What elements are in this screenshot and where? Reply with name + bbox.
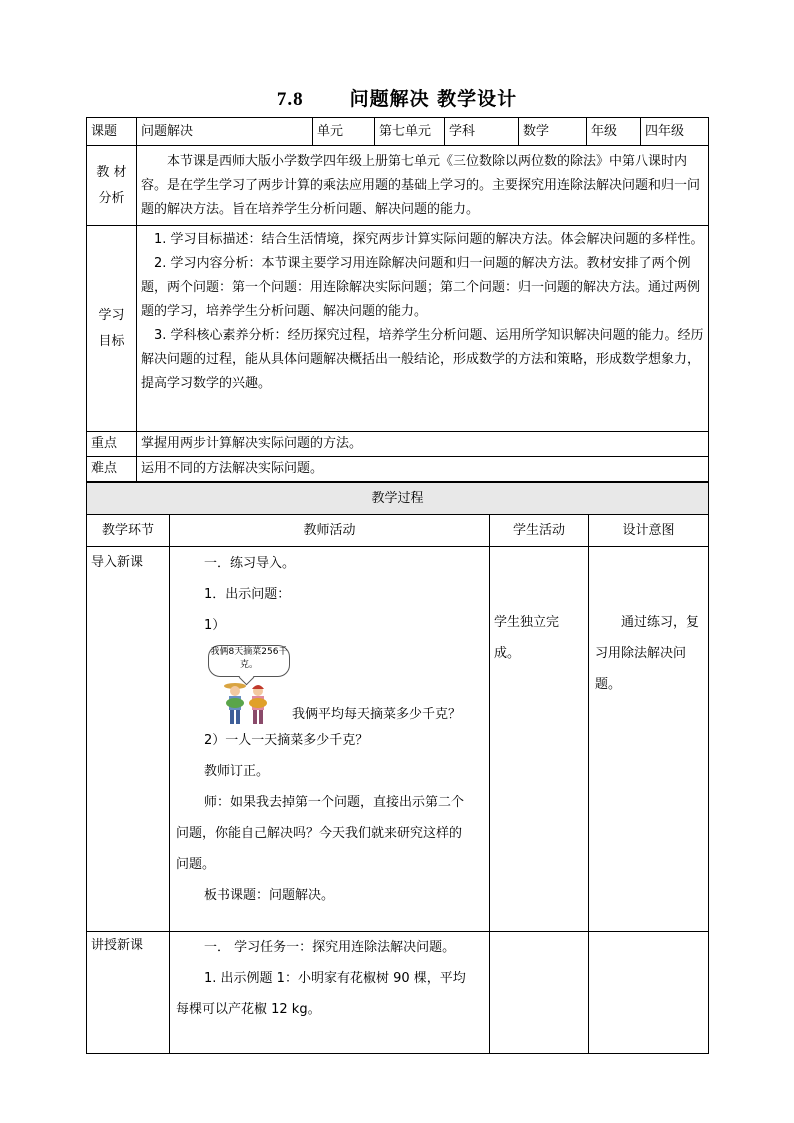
info-table bbox=[86, 117, 709, 482]
intro-line-5a: 师：如果我去掉第一个问题，直接出示第二个 bbox=[204, 795, 465, 810]
label-unit: 单元 bbox=[313, 118, 375, 146]
intent-text: 通过练习，复习用除法解决问题。 bbox=[595, 615, 700, 692]
value-grade: 四年级 bbox=[641, 118, 709, 146]
teacher-activity-teaching bbox=[170, 932, 490, 1054]
analysis-row bbox=[87, 146, 709, 226]
label-course: 课题 bbox=[87, 118, 137, 146]
analysis-text: 本节课是西师大版小学数学四年级上册第七单元《三位数除以两位数的除法》中第八课时内容。是在学生学习了两步计算的乘法应用题的基础上学习的。主要探究用连除法解决问题和归一问题的解决方法。旨在培养学生分析问题、解决问题的能力。 bbox=[141, 154, 701, 217]
goals-cell bbox=[137, 226, 709, 432]
key-point-text: 掌握用两步计算解决实际问题的方法。 bbox=[137, 432, 709, 457]
difficulty-text: 运用不同的方法解决实际问题。 bbox=[137, 457, 709, 482]
process-title: 教学过程 bbox=[87, 483, 709, 515]
key-point-label: 重点 bbox=[87, 432, 137, 457]
intro-line-4: 教师订正。 bbox=[204, 764, 270, 779]
intro-line-2: 1．出示问题： bbox=[204, 587, 291, 602]
label-subject: 学科 bbox=[445, 118, 519, 146]
difficulty-label: 难点 bbox=[87, 457, 137, 482]
goals-row bbox=[87, 226, 709, 432]
value-subject: 数学 bbox=[519, 118, 587, 146]
page-title bbox=[0, 84, 794, 111]
design-intent-teaching bbox=[589, 932, 709, 1054]
design-intent-intro bbox=[589, 547, 709, 932]
title-text: 问题解决 教学设计 bbox=[349, 88, 518, 110]
goal-item-1: 1. 学习目标描述：结合生活情境，探究两步计算实际问题的解决方法。体会解决问题的多样性。 bbox=[154, 232, 704, 247]
intro-line-6: 板书课题：问题解决。 bbox=[204, 888, 335, 903]
process-row-teaching bbox=[87, 932, 709, 1054]
header-student: 学生活动 bbox=[490, 515, 589, 547]
intro-line-5b: 问题，你能自己解决吗？今天我们就来研究这样的 bbox=[176, 826, 463, 841]
question-1: 我俩平均每天摘菜多少千克？ bbox=[292, 707, 462, 722]
student-activity-intro: 学生独立完成。 bbox=[490, 547, 589, 932]
difficulty-row bbox=[87, 457, 709, 482]
teaching-line-2b: 每棵可以产花椒 12 kg。 bbox=[176, 1002, 321, 1017]
header-row bbox=[87, 118, 709, 146]
analysis-cell bbox=[137, 146, 709, 226]
teaching-line-2a: 1. 出示例题 1：小明家有花椒树 90 棵，平均 bbox=[204, 971, 466, 986]
question-2: 2）一人一天摘菜多少千克？ bbox=[204, 733, 369, 748]
intro-line-5c: 问题。 bbox=[176, 857, 216, 872]
goals-label: 学习 目标 bbox=[87, 226, 137, 432]
value-unit: 第七单元 bbox=[375, 118, 445, 146]
header-stage: 教学环节 bbox=[87, 515, 170, 547]
process-header-row bbox=[87, 515, 709, 547]
header-teacher: 教师活动 bbox=[170, 515, 490, 547]
header-intent: 设计意图 bbox=[589, 515, 709, 547]
process-row-intro bbox=[87, 547, 709, 932]
section-number: 7.8 bbox=[276, 89, 304, 110]
process-table bbox=[86, 482, 709, 1054]
analysis-label: 教 材 分析 bbox=[87, 146, 137, 226]
intro-line-1: 一．练习导入。 bbox=[204, 556, 296, 571]
teacher-activity-intro bbox=[170, 547, 490, 932]
student-activity-teaching bbox=[490, 932, 589, 1054]
process-title-row bbox=[87, 483, 709, 515]
goal-item-3: 3. 学科核心素养分析：经历探究过程，培养学生分析问题、运用所学知识解决问题的能力。经历解决问题的过程，能从具体问题解决概括出一般结论，形成数学的方法和策略，形成数学想象力，提高学习数学的兴趣。 bbox=[141, 328, 704, 391]
key-point-row bbox=[87, 432, 709, 457]
stage-intro: 导入新课 bbox=[87, 547, 170, 932]
teaching-line-1: 一． 学习任务一：探究用连除法解决问题。 bbox=[204, 940, 456, 955]
stage-teaching: 讲授新课 bbox=[87, 932, 170, 1054]
illustration bbox=[174, 641, 485, 725]
label-grade: 年级 bbox=[587, 118, 641, 146]
goal-item-2: 2. 学习内容分析：本节课主要学习用连除解决问题和归一问题的解决方法。教材安排了两个例题，两个问题：第一个问题：用连除解决实际问题；第二个问题：归一问题的解决方法。通过两例题的学习，培养学生分析问题、解决问题的能力。 bbox=[141, 256, 701, 319]
value-course: 问题解决 bbox=[137, 118, 313, 146]
children-picking-vegetables-icon bbox=[220, 681, 280, 729]
intro-line-3: 1） bbox=[204, 618, 226, 633]
speech-bubble: 我俩8天摘菜256千克。 bbox=[208, 645, 290, 677]
